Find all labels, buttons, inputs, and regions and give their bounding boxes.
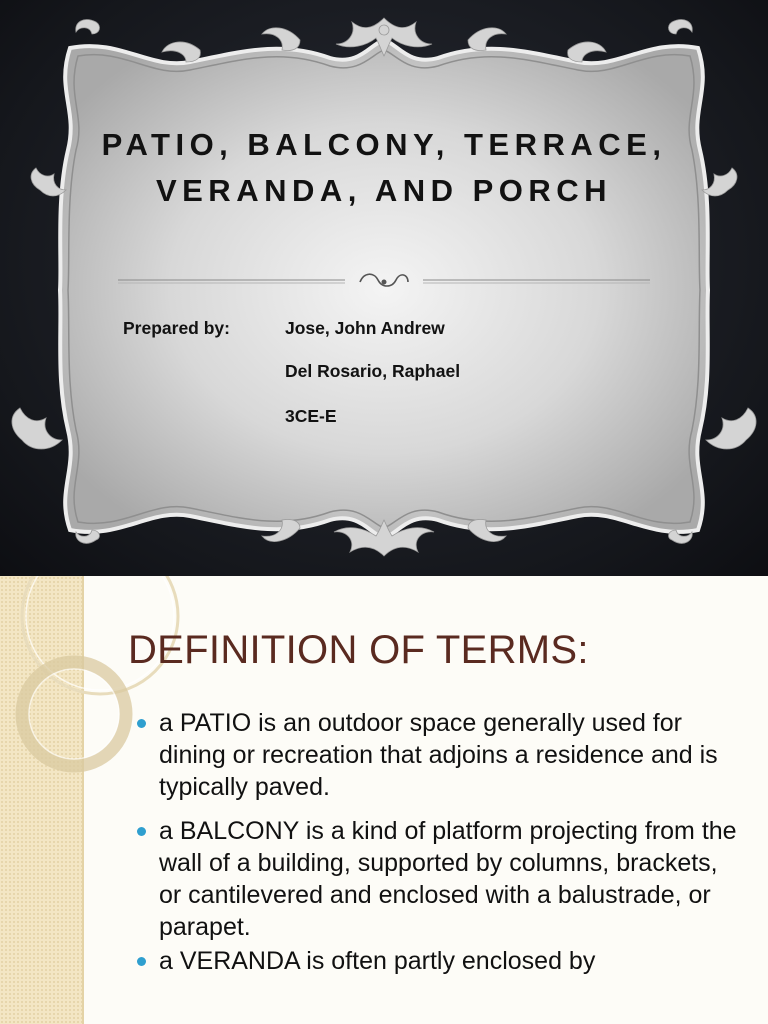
bullet-icon bbox=[137, 957, 146, 966]
definition-slide bbox=[0, 576, 768, 1024]
bullet-icon bbox=[137, 827, 146, 836]
top-ornament bbox=[76, 18, 693, 62]
bottom-ornament bbox=[76, 519, 693, 556]
list-item-text: a VERANDA is often partly enclosed by bbox=[159, 947, 596, 975]
title-line-1: PATIO, BALCONY, TERRACE, bbox=[101, 127, 667, 162]
list-item bbox=[137, 815, 737, 943]
definition-list bbox=[137, 707, 737, 977]
definition-heading: DEFINITION OF TERMS: bbox=[128, 628, 589, 672]
bullet-icon bbox=[137, 719, 146, 728]
section-code: 3CE-E bbox=[285, 406, 337, 426]
prepared-by-label: Prepared by: bbox=[123, 318, 230, 338]
title-line-2: VERANDA, AND PORCH bbox=[155, 173, 613, 208]
list-item-text: a BALCONY is a kind of platform projecting from the wall of a building, supported by columns, brackets, or cantilevered and enclosed with a balustrade, or parapet. bbox=[159, 817, 737, 941]
list-item bbox=[137, 945, 737, 977]
list-item bbox=[137, 707, 737, 803]
list-item-text: a PATIO is an outdoor space generally used for dining or recreation that adjoins a residence and is typically paved. bbox=[159, 709, 718, 801]
presentation-title bbox=[60, 122, 708, 214]
author-1: Jose, John Andrew bbox=[285, 318, 445, 338]
author-2: Del Rosario, Raphael bbox=[285, 361, 461, 381]
